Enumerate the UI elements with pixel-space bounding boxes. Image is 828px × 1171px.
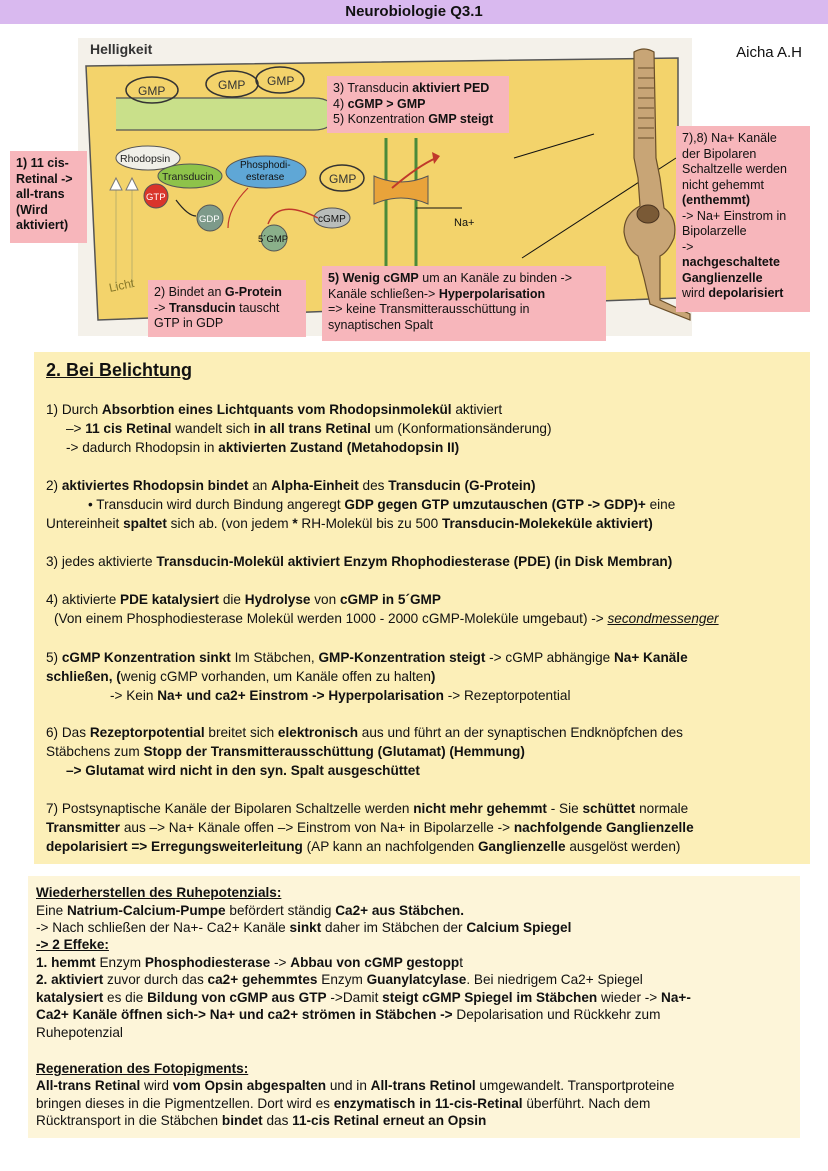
n5-t4: nicht gehemmt	[682, 177, 764, 192]
gmp-label-1: GMP	[138, 84, 166, 98]
n4-t5: => keine Transmitterausschüttung in	[328, 302, 530, 316]
section-belichtung	[34, 352, 810, 864]
step6-line3: –> Glutamat wird nicht in den syn. Spalt ausgeschüttet	[66, 763, 420, 778]
note-step-2	[148, 280, 306, 337]
pde-label-2: esterase	[246, 172, 285, 183]
ruhe-line8: Ruhepotenzial	[36, 1025, 123, 1040]
n4-t2: um an Kanäle zu binden ->	[418, 271, 572, 285]
ruhe-line6: katalysiert es die Bildung von cGMP aus GTP ->Damit steigt cGMP Spiegel im Stäbchen wieder -> Na+-	[36, 990, 691, 1005]
ruhe-line3: -> 2 Effeke:	[36, 937, 109, 952]
n3-t5: 5) Konzentration	[333, 112, 429, 126]
n2-t6: GTP in GDP	[154, 316, 224, 330]
ruhe-line4: 1. hemmt Enzym Phosphodiesterase -> Abbau von cGMP gestoppt	[36, 955, 463, 970]
step1-line1: 1) Durch Absorbtion eines Lichtquants vom Rhodopsinmolekül aktiviert	[46, 402, 503, 417]
n5-t7: Bipolarzelle	[682, 224, 747, 238]
step4-line2: (Von einem Phosphodiesterase Molekül werden 1000 - 2000 cGMP-Moleküle umgebaut) -> secondmessenger	[54, 611, 719, 626]
light-label: Licht	[107, 275, 136, 295]
n4-t6: synaptischen Spalt	[328, 317, 433, 332]
n4-t3: Kanäle schließen->	[328, 286, 439, 301]
n5-t12: depolarisiert	[708, 286, 784, 300]
n2-t5: tauscht	[235, 300, 280, 315]
n5-t6: -> Na+ Einstrom in	[682, 208, 787, 223]
gmp5-label: 5´GMP	[258, 234, 289, 245]
step6-line2: Stäbchens zum Stopp der Transmitterausschüttung (Glutamat) (Hemmung)	[46, 744, 525, 759]
n3-t6: GMP steigt	[428, 112, 494, 126]
note-step-1	[10, 151, 87, 243]
n2-t3: ->	[154, 300, 169, 315]
rhodopsin-label: Rhodopsin	[120, 153, 171, 165]
section-ruhepotenzial	[28, 876, 800, 1138]
note-step-3	[327, 76, 509, 133]
gdp-label: GDP	[199, 214, 220, 225]
step1-line2: –> 11 cis Retinal wandelt sich in all trans Retinal um (Konformationsänderung)	[66, 421, 552, 436]
n5-t3: Schaltzelle werden	[682, 162, 787, 176]
step2-line2: • Transducin wird durch Bindung angeregt GDP gegen GTP umzutauschen (GTP -> GDP)+ eine	[88, 497, 676, 512]
n3-t2: aktiviert PED	[412, 81, 490, 95]
gtp-label: GTP	[146, 192, 166, 203]
step5-line2: schließen, (wenig cGMP vorhanden, um Kanäle offen zu halten)	[46, 669, 436, 684]
n5-t11: wird	[682, 286, 709, 300]
note1-line2: Retinal ->	[16, 171, 73, 186]
note1-line4: (Wird	[16, 202, 48, 217]
diagram-heading: Helligkeit	[90, 41, 153, 57]
cgmp-label: cGMP	[318, 214, 346, 225]
ruhe-line2: -> Nach schließen der Na+- Ca2+ Kanäle sinkt daher im Stäbchen der Calcium Spiegel	[36, 920, 572, 935]
n5-t8: ->	[682, 239, 694, 254]
step7-line2: Transmitter aus –> Na+ Känale offen –> Einstrom von Na+ in Bipolarzelle -> nachfolgende Ganglienzelle	[46, 820, 694, 835]
page-title: Neurobiologie Q3.1	[345, 3, 483, 20]
note-step-5	[322, 266, 606, 341]
n3-t1: 3) Transducin	[333, 81, 413, 95]
na-label: Na+	[454, 217, 475, 229]
step7-line3: depolarisiert => Erregungsweiterleitung (AP kann an nachfolgenden Ganglienzelle ausgelöst werden)	[46, 839, 681, 854]
n5-t2: der Bipolaren	[682, 146, 757, 161]
note1-line3: all-trans	[16, 187, 65, 201]
regen-line2: bringen dieses in die Pigmentzellen. Dort wird es enzymatisch in 11-cis-Retinal überführt. Nach dem	[36, 1096, 651, 1111]
step5-line3: -> Kein Na+ und ca2+ Einstrom -> Hyperpolarisation -> Rezeptorpotential	[110, 688, 571, 703]
author-name: Aicha A.H	[736, 44, 802, 61]
step4-line1: 4) aktivierte PDE katalysiert die Hydrolyse von cGMP in 5´GMP	[46, 592, 441, 607]
note1-line5: aktiviert)	[16, 218, 69, 232]
step6-line1: 6) Das Rezeptorpotential breitet sich elektronisch aus und führt an der synaptischen Endknöpfchen des	[46, 725, 683, 740]
regeneration-heading: Regeneration des Fotopigments:	[36, 1061, 249, 1076]
n2-t2: G-Protein	[224, 285, 282, 299]
step5-line1: 5) cGMP Konzentration sinkt Im Stäbchen, GMP-Konzentration steigt -> cGMP abhängige Na+ Kanäle	[46, 650, 688, 665]
step2-line3: Untereinheit spaltet sich ab. (von jedem * RH-Molekül bis zu 500 Transducin-Molekeküle aktiviert)	[46, 516, 653, 531]
note1-line1: 1) 11 cis-	[16, 156, 69, 170]
n5-t9: nachgeschaltete	[682, 255, 780, 269]
n5-t1: 7),8) Na+ Kanäle	[682, 131, 777, 145]
n4-t4: Hyperpolarisation	[438, 286, 546, 301]
ruhe-line5: 2. aktiviert zuvor durch das ca2+ gehemmtes Enzym Guanylatcylase. Bei niedrigem Ca2+ Spiegel	[36, 972, 643, 987]
gmp-label-4: GMP	[329, 172, 357, 186]
pde-label-1: Phosphodi-	[240, 160, 291, 171]
page-header	[0, 0, 828, 24]
note-step-7-8	[676, 126, 810, 312]
n3-t4: cGMP > GMP	[347, 96, 426, 111]
step3-line1: 3) jedes aktivierte Transducin-Molekül aktiviert Enzym Rhophodiesterase (PDE) (in Disk Membran)	[46, 554, 673, 569]
regen-line1: All-trans Retinal wird vom Opsin abgespalten und in All-trans Retinol umgewandelt. Transportproteine	[36, 1078, 675, 1093]
step7-line1: 7) Postsynaptische Kanäle der Bipolaren Schaltzelle werden nicht mehr gehemmt - Sie schüttet normale	[46, 801, 689, 816]
n5-t10: Ganglienzelle	[682, 270, 763, 285]
section2-title: 2. Bei Belichtung	[46, 360, 193, 380]
ruhe-line1: Eine Natrium-Calcium-Pumpe befördert ständig Ca2+ aus Stäbchen.	[36, 903, 465, 918]
gmp-label-3: GMP	[267, 74, 295, 88]
gmp-label-2: GMP	[218, 78, 246, 92]
n5-t5: (enthemmt)	[682, 193, 751, 207]
ruhe-line7: Ca2+ Kanäle öffnen sich-> Na+ und ca2+ strömen in Stäbchen -> Depolarisation und Rückkehr zum	[36, 1007, 661, 1022]
step1-line3: -> dadurch Rhodopsin in aktivierten Zustand (Metahodopsin II)	[66, 440, 460, 455]
n4-t1: 5) Wenig cGMP	[328, 271, 419, 285]
transducin-label: Transducin	[162, 171, 214, 183]
n3-t3: 4)	[333, 96, 348, 111]
n2-t4: Transducin	[168, 300, 236, 315]
step2-line1: 2) aktiviertes Rhodopsin bindet an Alpha-Einheit des Transducin (G-Protein)	[46, 478, 536, 493]
ruhepotenzial-heading: Wiederherstellen des Ruhepotenzials:	[36, 885, 282, 900]
n2-t1: 2) Bindet an	[154, 285, 225, 299]
regen-line3: Rücktransport in die Stäbchen bindet das 11-cis Retinal erneut an Opsin	[36, 1113, 487, 1128]
